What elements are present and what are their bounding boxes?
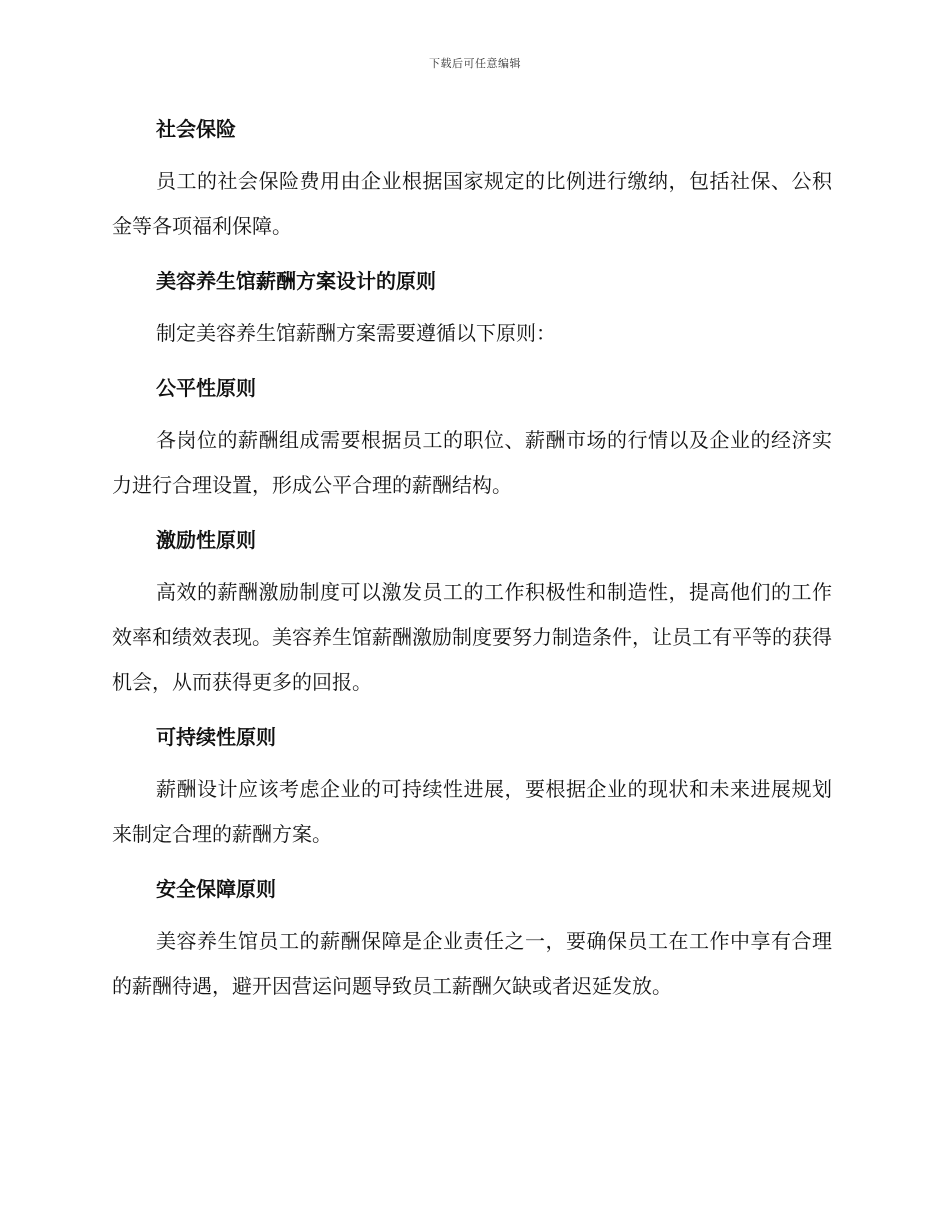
section-heading-incentive: 激励性原则: [156, 528, 256, 552]
section-heading-security: 安全保障原则: [156, 877, 276, 901]
paragraph-security: 美容养生馆员工的薪酬保障是企业责任之一，要确保员工在工作中享有合理的薪酬待遇，避开因营运问题导致员工薪酬欠缺或者迟延发放。: [112, 929, 832, 998]
section-heading-fairness: 公平性原则: [156, 376, 256, 400]
section-heading-social-insurance: 社会保险: [156, 117, 236, 141]
paragraph-fairness: 各岗位的薪酬组成需要根据员工的职位、薪酬市场的行情以及企业的经济实力进行合理设置，形成公平合理的薪酬结构。: [112, 428, 832, 497]
paragraph-sustainability: 薪酬设计应该考虑企业的可持续性进展，要根据企业的现状和未来进展规划来制定合理的薪酬方案。: [112, 777, 832, 846]
section-heading-design-principles: 美容养生馆薪酬方案设计的原则: [156, 269, 436, 293]
paragraph-incentive: 高效的薪酬激励制度可以激发员工的工作积极性和制造性，提高他们的工作效率和绩效表现。美容养生馆薪酬激励制度要努力制造条件，让员工有平等的获得机会，从而获得更多的回报。: [112, 580, 832, 694]
page-header: 下载后可任意编辑: [429, 57, 521, 70]
paragraph-social-insurance: 员工的社会保险费用由企业根据国家规定的比例进行缴纳，包括社保、公积金等各项福利保障。: [112, 169, 832, 238]
paragraph-design-principles: 制定美容养生馆薪酬方案需要遵循以下原则：: [156, 321, 556, 345]
document-body: [112, 112, 832, 1009]
section-heading-sustainability: 可持续性原则: [156, 725, 276, 749]
